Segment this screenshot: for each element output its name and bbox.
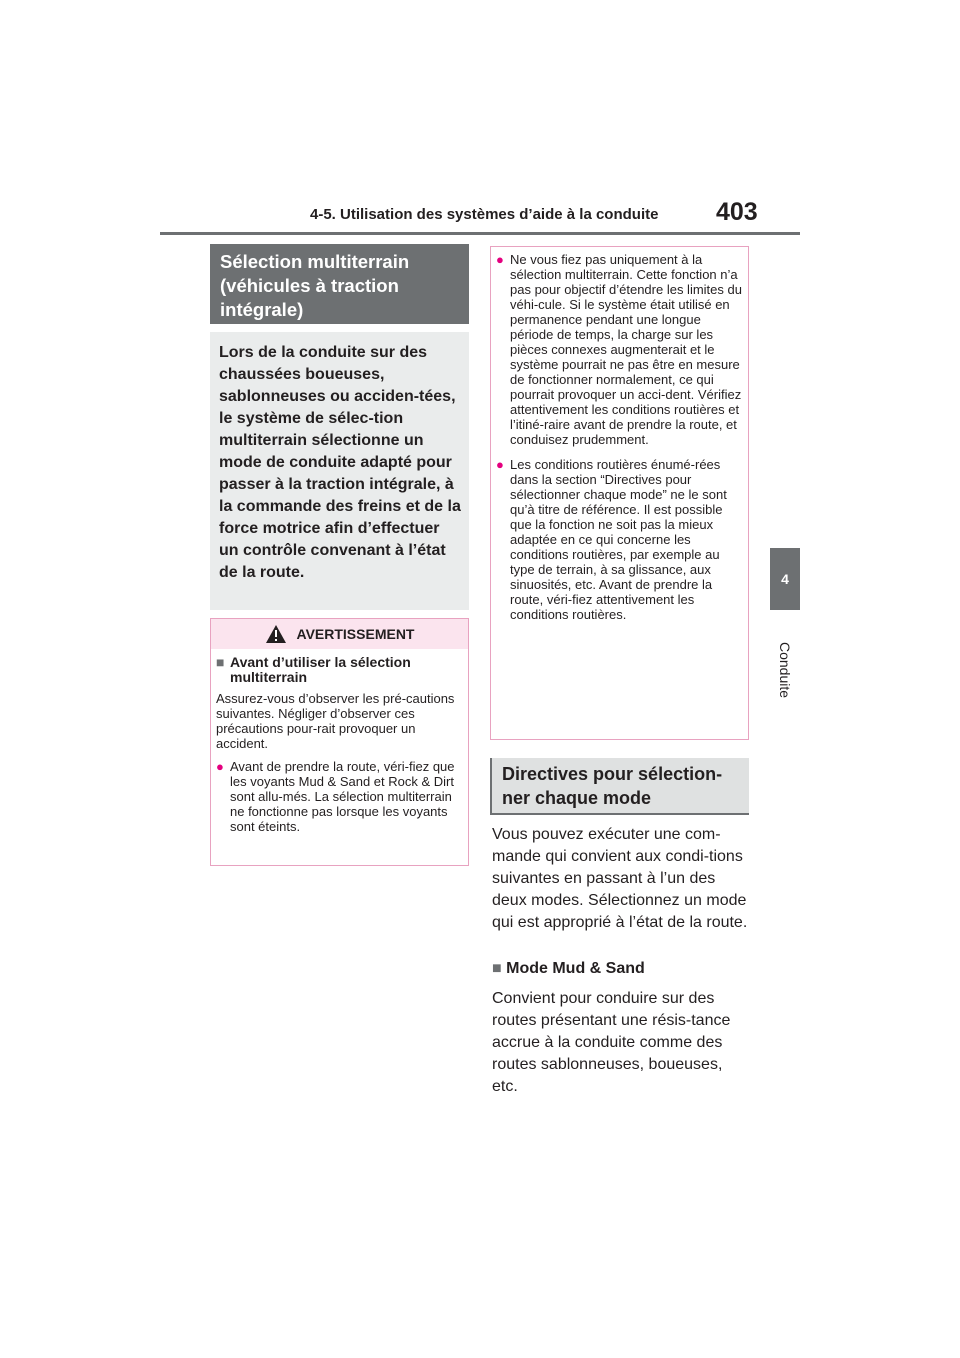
warning-triangle-icon [265, 624, 287, 644]
warning-bullet [216, 759, 464, 834]
square-bullet-icon: ■ [492, 960, 502, 977]
mode-mud-sand-title-text: Mode Mud & Sand [506, 960, 645, 977]
section-summary: Lors de la conduite sur des chaussées boueuses, sablonneuses ou acciden-tées, le système de sélec-tion multiterrain sélectionne un mode de conduite adapté pour passer à la traction intégrale, à la commande des freins et de la force motrice afin d’effectuer un contrôle convenant à l’état de la route. [210, 332, 469, 610]
chapter-label-text: Conduite [777, 641, 793, 699]
round-bullet-icon: ● [496, 252, 504, 267]
section-title-multiterrain: Sélection multiterrain (véhicules à traction intégrale) [210, 244, 469, 324]
warning-continued-box [490, 246, 749, 740]
warning-header-label: AVERTISSEMENT [296, 626, 415, 642]
chapter-tab: 4 [770, 548, 800, 610]
warning-bullet-2-text: Les conditions routières énumé-rées dans la section “Directives pour sélectionner chaque mode” ne le sont qu’à titre de référence. Il est possible que la fonction ne soit pas la mieux adaptée en ce qui concerne les conditions routières, par exemple au type de terrain, à sa glissance, aux sinuosités, etc. Avant de prendre la route, véri-fiez attentivement les conditions routières. [510, 457, 727, 622]
round-bullet-icon: ● [216, 759, 224, 774]
warning-bullet-1 [496, 252, 744, 447]
directives-intro: Vous pouvez exécuter une com-mande qui convient aux condi-tions suivantes en passant à l’un des deux modes. Sélectionnez un mode qui est approprié à l’état de la route. [492, 826, 748, 931]
section-title-directives: Directives pour sélection-ner chaque mode [490, 758, 749, 815]
warning-subtitle [216, 655, 464, 685]
mode-mud-sand-text: Convient pour conduire sur des routes présentant une résis-tance accrue à la conduite comme des routes sablonneuses, boueuses, etc. [492, 990, 731, 1095]
warning-body [211, 649, 468, 834]
round-bullet-icon: ● [496, 457, 504, 472]
header-rule [160, 232, 800, 235]
square-bullet-icon: ■ [216, 654, 225, 670]
warning-bullet-2 [496, 457, 744, 622]
mode-mud-sand-title [492, 960, 645, 978]
warning-box [210, 618, 469, 866]
page-number: 403 [716, 198, 758, 226]
warning-header [211, 619, 468, 649]
warning-bullet-1-text: Ne vous fiez pas uniquement à la sélection multiterrain. Cette fonction n’a pas pour objectif d’étendre les limites du véhi-cule. Si le système était utilisé en permanence pendant une longue période de temps, la charge sur les pièces connexes augmenterait et le système pourrait ne pas être en mesure de fonctionner normalement, ce qui pourrait provoquer un acci-dent. Vérifiez attentivement les conditions routières et l’itiné-raire avant de prendre la route, et conduisez prudemment. [510, 252, 742, 447]
warning-subtitle-text: Avant d’utiliser la sélection multiterrain [230, 654, 411, 685]
warning-intro: Assurez-vous d’observer les pré-cautions suivantes. Négliger d’observer ces précautions pour-rait provoquer un accident. [216, 691, 455, 751]
header-section-title: 4-5. Utilisation des systèmes d’aide à la conduite [310, 206, 659, 223]
chapter-label [772, 620, 798, 720]
warning-bullet-text: Avant de prendre la route, véri-fiez que les voyants Mud & Sand et Rock & Dirt sont allu-més. La sélection multiterrain ne fonctionne pas lorsque les voyants sont éteints. [230, 759, 455, 834]
